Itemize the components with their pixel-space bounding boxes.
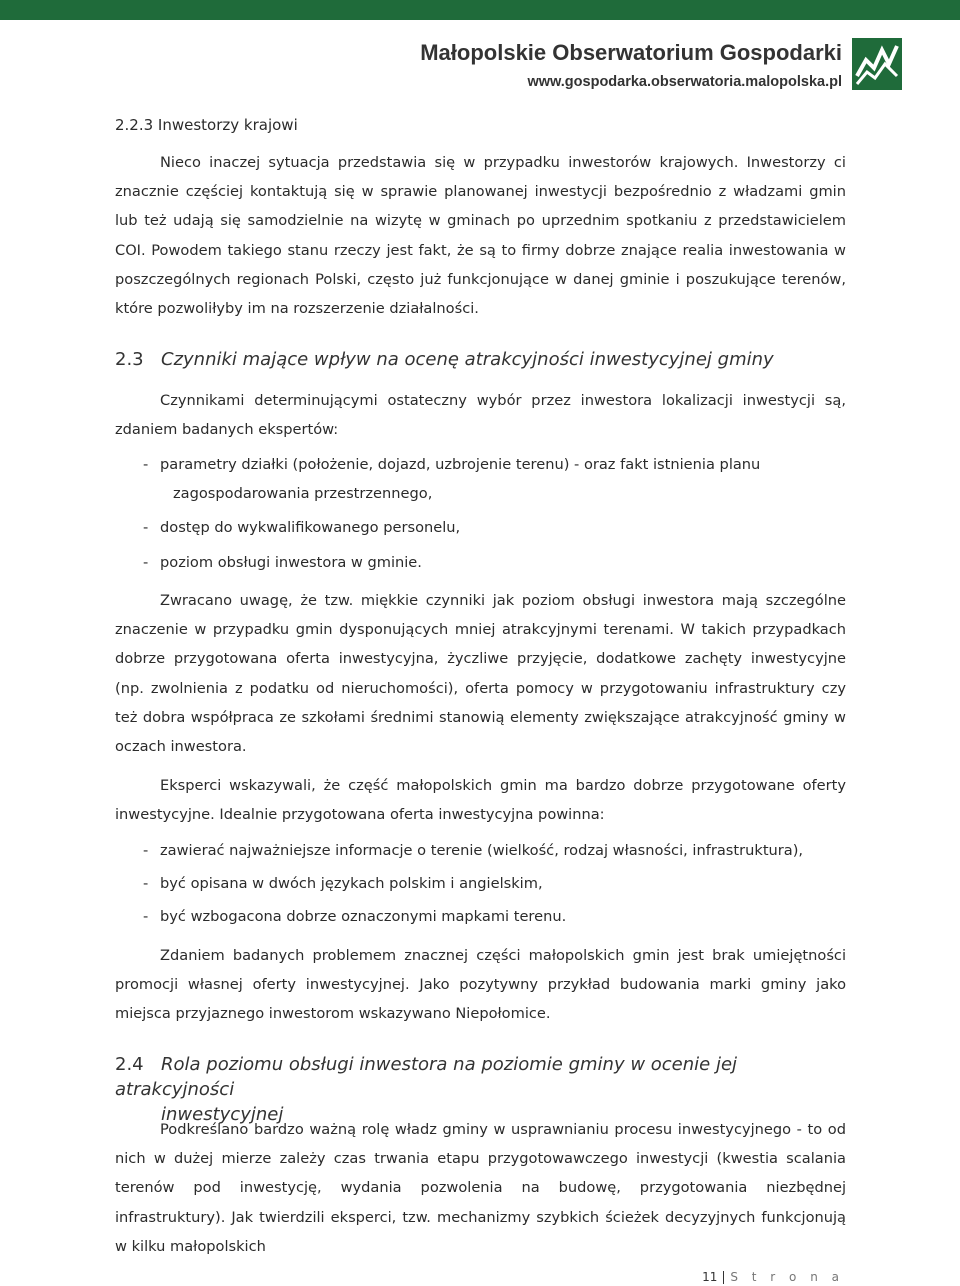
logo-icon (852, 38, 902, 90)
page-label: S t r o n a (730, 1270, 844, 1284)
page-footer (702, 1270, 844, 1284)
paragraph-experts-offers: Eksperci wskazywali, że część małopolskich gmin ma bardzo dobrze przygotowane oferty inwestycyjne. Idealnie przygotowana oferta inwestycyjna powinna: (115, 777, 846, 824)
list-item: - poziom obsługi inwestora w gminie. (143, 554, 422, 571)
list-item-continuation: zagospodarowania przestrzennego, (173, 485, 433, 502)
section-heading-2-4: 2.4 Rola poziomu obsługi inwestora na poziomie gminy w ocenie jej atrakcyjności inwestycyjnej (115, 1054, 738, 1125)
section-heading-2-2-3: 2.2.3 Inwestorzy krajowi (115, 116, 298, 134)
paragraph-promotion-problem: Zdaniem badanych problemem znacznej części małopolskich gmin jest brak umiejętności promocji własnej oferty inwestycyjnej. Jako pozytywny przykład budowania marki gminy jako miejsca przyjaznego inwestorom wskazywano Niepołomice. (115, 947, 846, 1023)
paragraph-municipal-role: Podkreślano bardzo ważną rolę władz gminy w usprawnianiu procesu inwestycyjnego - to od nich w dużej mierze zależy czas trwania etapu przygotowawczego inwestycji (kwestia scalania terenów pod inwestycję, wydania pozwolenia na budowę, przygotowania niezbędnej infrastruktury). Jak twierdzili eksperci, tzw. mechanizmy szybkich ścieżek decyzyjnych funkcjonują w kilku małopolskich (115, 1121, 846, 1255)
list-item: - dostęp do wykwalifikowanego personelu, (143, 519, 461, 536)
page-number: 11 (702, 1270, 718, 1284)
list-item: - być wzbogacona dobrze oznaczonymi mapkami terenu. (143, 908, 567, 925)
paragraph-soft-factors: Zwracano uwagę, że tzw. miękkie czynniki jak poziom obsługi inwestora mają szczególne znaczenie w przypadku gmin dysponujących mniej atrakcyjnymi terenami. W takich przypadkach dobrze przygotowana oferta inwestycyjna, życzliwe przyjęcie, dodatkowe zachęty inwestycyjne (np. zwolnienia z podatku od nieruchomości), oferta pomocy w przygotowaniu infrastruktury czy też dobra współpraca ze szkołami średnimi stanowią elementy zwiększające atrakcyjność gminy w oczach inwestora. (115, 592, 846, 756)
paragraph-factors-intro: Czynnikami determinującymi ostateczny wybór przez inwestora lokalizacji inwestycji są, zdaniem badanych ekspertów: (115, 392, 846, 439)
section-heading-2-3: 2.3 Czynniki mające wpływ na ocenę atrakcyjności inwestycyjnej gminy (115, 349, 774, 370)
header-title: Małopolskie Obserwatorium Gospodarki (420, 40, 842, 65)
list-item: - zawierać najważniejsze informacje o terenie (wielkość, rodzaj własności, infrastruktura), (143, 842, 804, 859)
paragraph-domestic-investors: Nieco inaczej sytuacja przedstawia się w przypadku inwestorów krajowych. Inwestorzy ci znacznie częściej kontaktują się w sprawie planowanej inwestycji bezpośrednio z władzami gmin lub też udają się samodzielnie na wizytę w gminach po uprzednim spotkaniu z przedstawicielem COI. Powodem takiego stanu rzeczy jest fakt, że są to firmy dobrze znające realia inwestowania w poszczególnych regionach Polski, często już funkcjonujące w danej gminie i poszukujące terenów, które pozwoliłyby im na rozszerzenie działalności. (115, 154, 846, 318)
header-url: www.gospodarka.obserwatoria.malopolska.pl (527, 74, 842, 90)
list-item: - być opisana w dwóch językach polskim i angielskim, (143, 875, 543, 892)
header-green-bar (0, 0, 960, 20)
list-item: - parametry działki (położenie, dojazd, uzbrojenie terenu) - oraz fakt istnienia planu (143, 456, 761, 473)
